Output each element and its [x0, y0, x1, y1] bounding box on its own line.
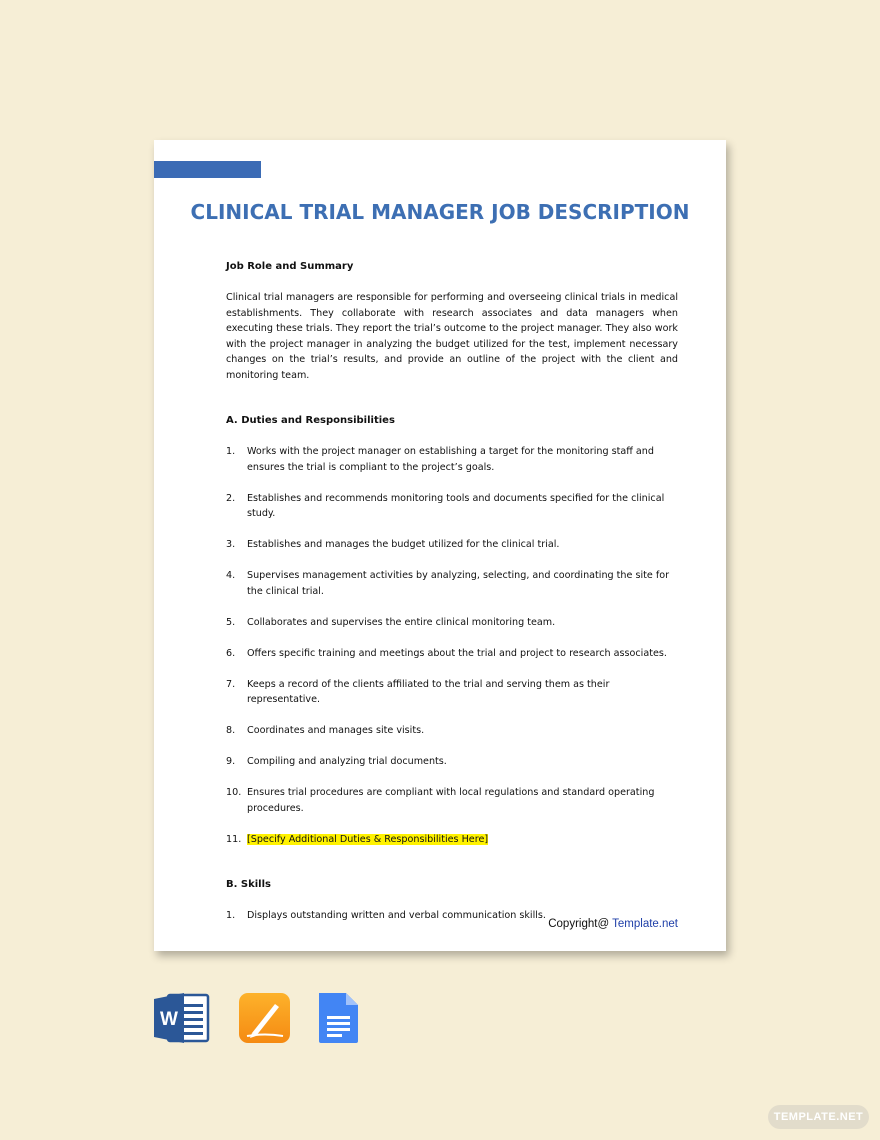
list-item-placeholder: 11. [Specify Additional Duties & Responsibilities Here]	[226, 833, 489, 845]
list-item: 4. Supervises management activities by analyzing, selecting, and coordinating the site for the clinical trial.	[226, 570, 670, 597]
copyright: Copyright@ Template.net	[548, 918, 678, 930]
role-heading: Job Role and Summary	[226, 261, 354, 272]
summary-paragraph: Clinical trial managers are responsible for performing and overseeing clinical trials in medical establishments. They collaborate with research associates and data managers when executing these trials. They report the trial’s outcome to the project manager. They also work with the project manager in analyzing the budget utilized for the test, implement necessary changes on the trial’s results, and provide an outline of the project with the client and monitoring team.	[226, 292, 678, 381]
skills-heading: B. Skills	[226, 879, 271, 890]
highlighted-placeholder: [Specify Additional Duties & Responsibilities Here]	[247, 833, 489, 845]
list-item: 6. Offers specific training and meetings about the trial and project to research associates.	[226, 647, 667, 659]
list-item: 1. Displays outstanding written and verbal communication skills.	[226, 910, 546, 921]
document-page	[154, 140, 726, 951]
list-item: 10. Ensures trial procedures are compliant with local regulations and standard operating procedures.	[226, 787, 655, 814]
template-watermark: TEMPLATE.NET	[768, 1105, 869, 1129]
template-link[interactable]: Template.net	[612, 918, 678, 930]
google-docs-icon[interactable]	[317, 992, 359, 1044]
word-icon[interactable]	[154, 992, 210, 1044]
list-item: 1. Works with the project manager on establishing a target for the monitoring staff and ensures the trial is compliant to the project’s goals.	[226, 446, 654, 473]
list-item: 7. Keeps a record of the clients affiliated to the trial and serving them as their representative.	[226, 678, 610, 705]
list-item: 2. Establishes and recommends monitoring tools and documents specified for the clinical study.	[226, 492, 665, 519]
list-item: 5. Collaborates and supervises the entire clinical monitoring team.	[226, 616, 556, 628]
pages-icon[interactable]	[239, 992, 291, 1044]
duties-list	[226, 444, 678, 847]
list-item: 8. Coordinates and manages site visits.	[226, 725, 425, 736]
accent-bar	[154, 161, 261, 178]
svg-text:W: W	[160, 1009, 178, 1030]
duties-heading: A. Duties and Responsibilities	[226, 415, 395, 426]
list-item: 3. Establishes and manages the budget utilized for the clinical trial.	[226, 539, 560, 550]
document-content	[226, 260, 678, 924]
document-title: CLINICAL TRIAL MANAGER JOB DESCRIPTION	[190, 200, 690, 224]
list-item: 9. Compiling and analyzing trial documents.	[226, 756, 447, 767]
